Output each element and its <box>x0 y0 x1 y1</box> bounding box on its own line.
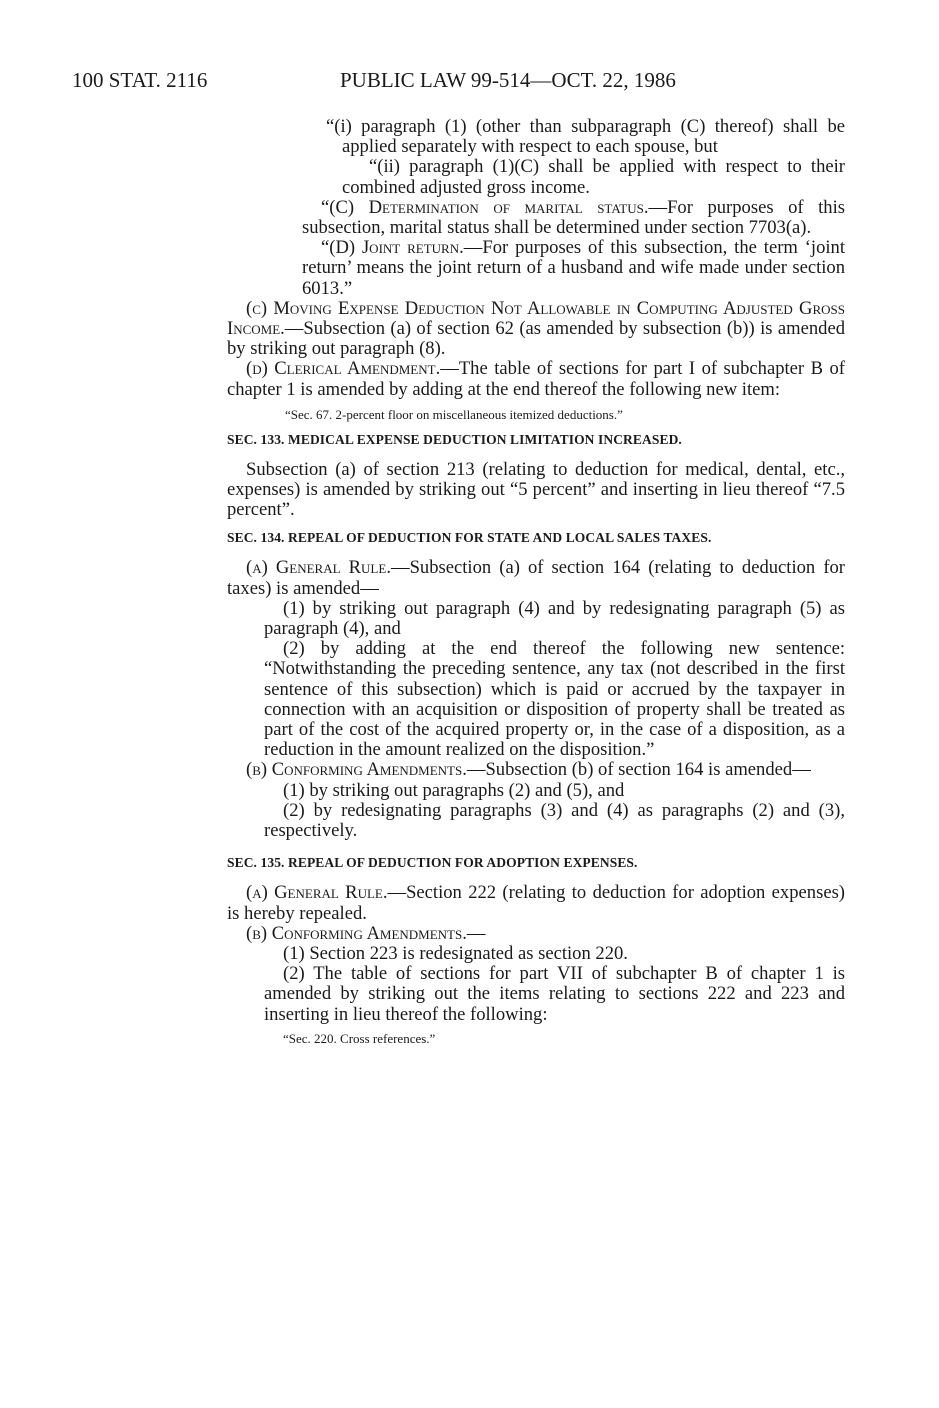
section-135-b-heading: (b) Conforming Amendments. <box>246 922 467 944</box>
section-135-subsection-b <box>227 924 845 944</box>
clause-ii: “(ii) paragraph (1)(C) shall be applied with respect to their combined adjusted gross income. <box>342 156 845 198</box>
section-134-b-paragraph-1: (1) by striking out paragraphs (2) and (5), and <box>283 779 625 801</box>
section-135-heading: SEC. 135. REPEAL OF DEDUCTION FOR ADOPTION EXPENSES. <box>227 855 638 871</box>
subparagraph-c-heading: “(C) Determination of marital status. <box>321 196 649 218</box>
section-135-b-paragraph-1: (1) Section 223 is redesignated as section 220. <box>283 942 628 964</box>
table-item-sec-67: “Sec. 67. 2-percent floor on miscellaneous itemized deductions.” <box>285 406 623 422</box>
section-133-text: Subsection (a) of section 213 (relating to deduction for medical, dental, etc., expenses) is amended by striking out “5 percent” and inserting in lieu thereof “7.5 percent”. <box>227 458 845 521</box>
section-134-b-text: —Subsection (b) of section 164 is amended— <box>466 759 811 781</box>
page-header <box>72 68 852 100</box>
section-134-a-heading: (a) General Rule. <box>246 557 391 579</box>
subsection-c-heading: (c) Moving Expense Deduction Not Allowable in Computing Adjusted Gross Income. <box>227 297 845 340</box>
section-134-b-heading: (b) Conforming Amendments. <box>246 759 467 781</box>
section-134-a-paragraph-1: (1) by striking out paragraph (4) and by redesignating paragraph (5) as paragraph (4), and <box>264 597 845 640</box>
clause-i: “(i) paragraph (1) (other than subparagraph (C) thereof) shall be applied separately with respect to each spouse, but <box>326 116 845 158</box>
section-134-a-paragraph-2: (2) by adding at the end thereof the following new sentence: “Notwithstanding the preceding sentence, any tax (not described in the first sentence of this subsection) which is paid or accrued by the taxpayer in connection with an acquisition or disposition of property shall be treated as part of the cost of the acquired property or, in the case of a disposition, as a reduction in the amount realized on the disposition.” <box>264 638 845 761</box>
section-135-b-text: — <box>466 922 486 944</box>
subsection-d-text: —The table of sections for part I of subchapter B of chapter 1 is amended by adding at the end thereof the following new item: <box>227 358 845 400</box>
subsection-c-text: —Subsection (a) of section 62 (as amended by subsection (b)) is amended by striking out paragraph (8). <box>227 318 845 360</box>
section-134-heading: SEC. 134. REPEAL OF DEDUCTION FOR STATE AND LOCAL SALES TAXES. <box>227 530 712 546</box>
section-134-a-text: —Subsection (a) of section 164 (relating to deduction for taxes) is amended— <box>227 557 845 599</box>
subsection-d <box>227 359 845 399</box>
subsection-d-heading: (d) Clerical Amendment. <box>246 358 441 380</box>
section-135-a-text: —Section 222 (relating to deduction for adoption expenses) is hereby repealed. <box>227 882 845 924</box>
section-134-b-paragraph-2: (2) by redesignating paragraphs (3) and (4) as paragraphs (2) and (3), respectively. <box>264 799 845 842</box>
section-134-subsection-a <box>227 558 845 598</box>
subparagraph-d-text: —For purposes of this subsection, the term ‘joint return’ means the joint return of a husband and wife made under section 6013.” <box>302 237 846 299</box>
statute-citation: 100 STAT. 2116 <box>72 68 208 92</box>
subsection-c <box>227 299 845 360</box>
subparagraph-c-text: —For purposes of this subsection, marital status shall be determined under section 7703(a). <box>302 196 845 239</box>
public-law-title: PUBLIC LAW 99-514—OCT. 22, 1986 <box>340 68 676 92</box>
subparagraph-d-heading: “(D) Joint return. <box>321 237 464 259</box>
section-135-a-heading: (a) General Rule. <box>246 882 388 904</box>
subparagraph-c <box>227 198 845 238</box>
table-item-sec-220: “Sec. 220. Cross references.” <box>283 1030 436 1046</box>
subparagraph-d <box>227 238 845 299</box>
section-134-subsection-b <box>227 760 845 780</box>
page-body <box>227 117 845 1047</box>
section-135-b-paragraph-2: (2) The table of sections for part VII of subchapter B of chapter 1 is amended by striking out the items relating to sections 222 and 223 and inserting in lieu thereof the following: <box>264 963 845 1025</box>
section-133-heading: SEC. 133. MEDICAL EXPENSE DEDUCTION LIMITATION INCREASED. <box>227 431 682 447</box>
section-135-subsection-a <box>227 883 845 923</box>
